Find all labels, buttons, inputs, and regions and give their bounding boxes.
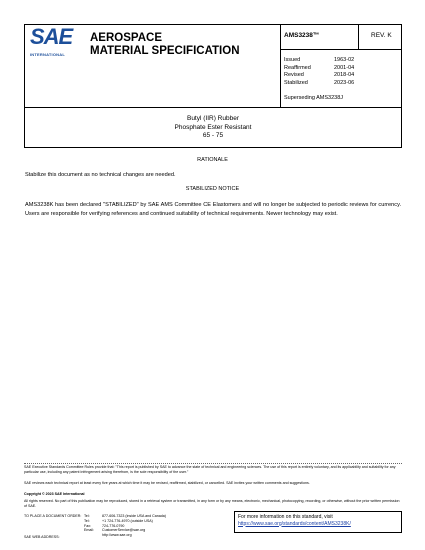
footer-rules-text: SAE Executive Standards Committee Rules provide that: "This report is published by SAE to advance the state of technical and engineering sciences. The use of this report is entirely voluntary, and its applicability and suitability for any particular use, including any patent infringement arising therefrom, is the sole responsibility of the user.": [24, 465, 396, 474]
contact-row: Fax: 724-776-0790: [84, 523, 125, 528]
standard-link[interactable]: https://www.sae.org/standards/content/AMS3238K/: [238, 520, 351, 527]
title-line-2: MATERIAL SPECIFICATION: [90, 45, 240, 57]
subject-line-2: Phosphate Ester Resistant: [174, 123, 252, 131]
footer-review-text: SAE reviews each technical report at least every five years at which time it may be revised, reaffirmed, stabilized, or cancelled. SAE invites your written comments and suggestions.: [24, 481, 310, 485]
stabilized-notice-text: AMS3238K has been declared "STABILIZED" by SAE AMS Committee CE Elastomers and will no longer be subjected to periodic reviews for currency. Users are responsible for verifying references and continued suitability of technical requirements. Newer technology may exist.: [25, 202, 401, 217]
info-text: [238, 514, 351, 527]
rationale-text: Stabilize this document as no technical changes are needed.: [25, 172, 176, 178]
document-number: AMS3238™: [284, 32, 320, 39]
divider: [280, 49, 402, 50]
date-row: Issued 1963-02: [284, 57, 355, 63]
document-type-title: [90, 32, 275, 58]
title-line-1: AEROSPACE: [90, 32, 162, 44]
subject-line-3: 65 - 75: [202, 132, 224, 139]
sae-logo: SAE: [30, 24, 73, 49]
rationale-heading: RATIONALE: [197, 157, 228, 163]
contact-row: Tel: +1 724-776-4970 (outside USA): [84, 518, 153, 523]
divider: [280, 24, 281, 108]
info-line: For more information on this standard, visit: [238, 514, 333, 520]
date-history: [284, 57, 354, 87]
rights-text: All rights reserved. No part of this publication may be reproduced, stored in a retrieval system or transmitted, in any form or by any means, electronic, mechanical, photocopying, recording, or otherwise, without the prior written permission of SAE.: [24, 499, 400, 508]
web-address-label: SAE WEB ADDRESS:: [24, 535, 60, 539]
divider: [358, 24, 359, 49]
email-link[interactable]: CustomerService@sae.org: [102, 528, 146, 533]
date-row: Reaffirmed 2001-04: [284, 64, 355, 71]
contact-row[interactable]: Email: CustomerService@sae.org: [84, 528, 146, 533]
date-row: Revised 2018-04: [284, 72, 355, 79]
date-row: Stabilized 2023-06: [284, 79, 355, 86]
superseding-note: Superseding AMS3238J: [284, 95, 344, 101]
document-subject: [24, 115, 402, 141]
order-label: TO PLACE A DOCUMENT ORDER:: [24, 514, 82, 518]
subject-line-1: Butyl (IIR) Rubber: [186, 115, 240, 122]
stabilized-notice-heading: STABILIZED NOTICE: [185, 186, 240, 192]
copyright: Copyright © 2023 SAE International: [24, 492, 85, 496]
contact-row: TO PLACE A DOCUMENT ORDER: Tel: 877-606-7323 (inside USA and Canada): [24, 514, 166, 518]
revision-label: REV. K: [371, 32, 392, 39]
sae-website-link[interactable]: http://www.sae.org: [102, 533, 132, 538]
sae-logo-subtitle: INTERNATIONAL: [30, 52, 65, 57]
